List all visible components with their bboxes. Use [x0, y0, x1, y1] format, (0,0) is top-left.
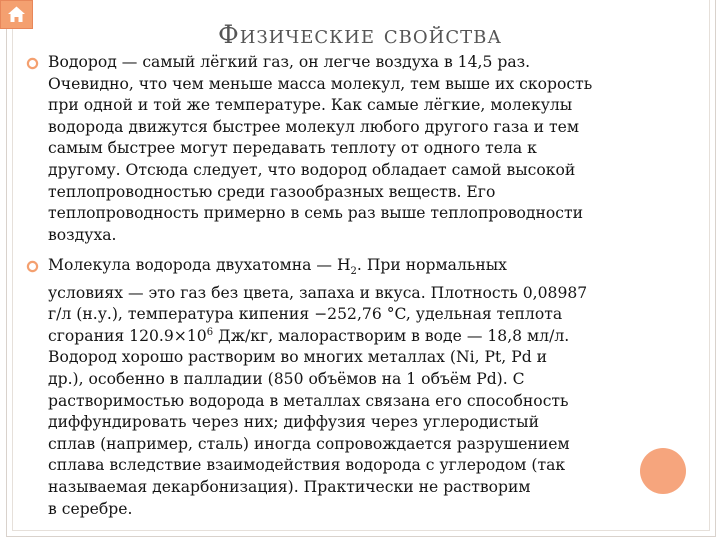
text-line: г/л (н.у.), температура кипения −252,76 °C, удельная теплота: [48, 305, 563, 324]
text-line: называемая декарбонизация). Практически не растворим: [48, 478, 531, 497]
text-line: самым быстрее могут передавать теплоту от одного тела к: [48, 139, 537, 158]
circle-bullet-icon: [26, 260, 39, 273]
text-line: диффундировать через них; диффузия через углеродистый: [48, 413, 539, 432]
text-line: условиях — это газ без цвета, запаха и вкуса. Плотность 0,08987: [48, 283, 588, 302]
text-line: Очевидно, что чем меньше масса молекул, тем выше их скорость: [48, 74, 593, 93]
text-line: сплав (например, сталь) иногда сопровождается разрушением: [48, 434, 570, 453]
text-line: Молекула водорода двухатомна — $H_2$. При нормальных: [48, 256, 507, 278]
text-line: при одной и той же температуре. Как самые лёгкие, молекулы: [48, 96, 573, 115]
text-line: Водород хорошо растворим во многих металлах (Ni, Pt, Pd и: [48, 348, 548, 367]
text-line: воздуха.: [48, 225, 117, 244]
text-line: др.), особенно в палладии (850 объёмов на 1 объём Pd). С: [48, 370, 525, 389]
circle-bullet-icon: [26, 57, 39, 70]
text-line: Водород — самый лёгкий газ, он легче воздуха в 14,5 раз.: [48, 53, 531, 71]
text-line: в серебре.: [48, 499, 133, 518]
text-line: сгорания $120.9\times 10^6$ Дж/кг, малорастворим в воде — 18,8 мл/л.: [48, 326, 570, 345]
text-line: сплава вследствие взаимодействия водорода с углеродом (так: [48, 456, 566, 475]
text-line: другому. Отсюда следует, что водород обладает самой высокой: [48, 160, 576, 179]
text-line: растворимостью водорода в металлах связана его способность: [48, 391, 569, 410]
text-line: теплопроводностью среди газообразных веществ. Его: [48, 182, 496, 201]
text-line: водорода движутся быстрее молекул любого другого газа и тем: [48, 117, 579, 136]
text-line: теплопроводность примерно в семь раз выше теплопроводности: [48, 204, 584, 223]
paragraph-hydrogen-properties: [48, 52, 698, 246]
slide-title: Физические свойства: [218, 20, 502, 49]
paragraph-hydrogen-molecule: [48, 255, 698, 520]
